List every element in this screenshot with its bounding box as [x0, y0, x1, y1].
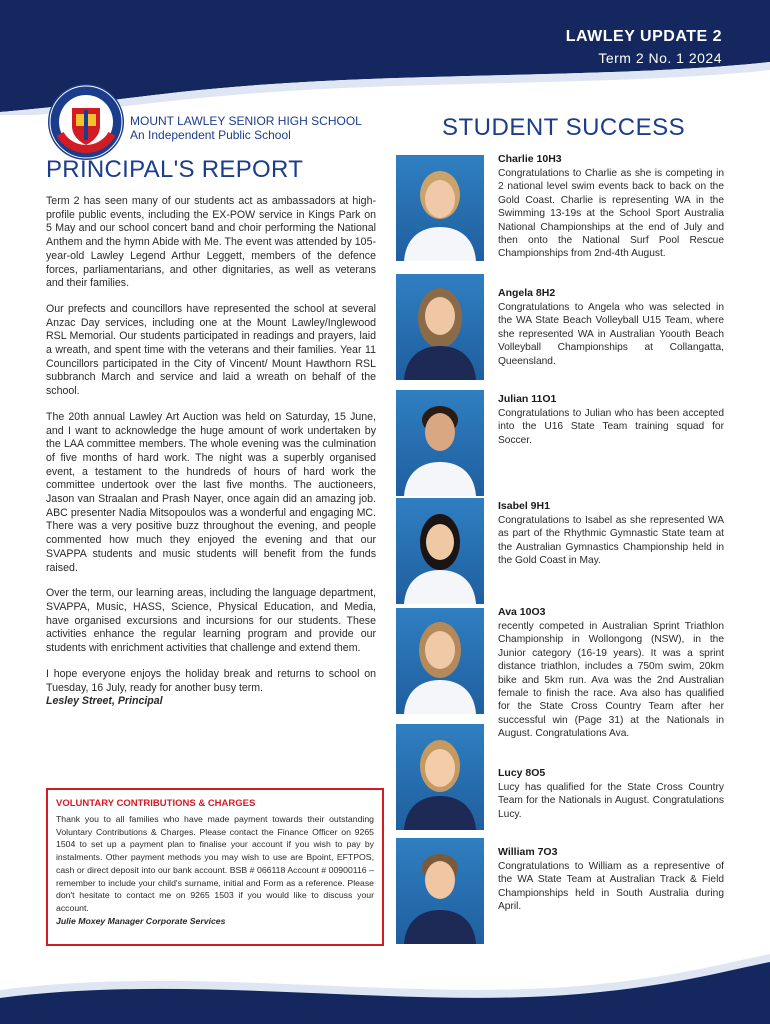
newsletter-title: LAWLEY UPDATE 2 [565, 28, 722, 45]
school-tagline: An Independent Public School [130, 128, 291, 142]
student-photo-charlie [396, 155, 484, 261]
principal-paragraph: Our prefects and councillors have represented the school at several Anzac Day services, including one at the Mount Lawley/Inglewood RSL Memorial. Our students participated in readings and prayers, laid a wreath, and spent time with the veterans and their families. Year 11 Councillors participated in the City of Vincent/ Mount Hawthorn RSL subbranch March and service and laid a wreath on behalf of the school. [46, 302, 376, 398]
student-portrait-icon [396, 498, 484, 604]
student-photo-ava [396, 608, 484, 714]
voluntary-contributions-signature: Julie Moxey Manager Corporate Services [56, 915, 226, 926]
student-photo-isabel [396, 498, 484, 604]
voluntary-contributions-box [46, 788, 384, 946]
school-name: MOUNT LAWLEY SENIOR HIGH SCHOOL [130, 114, 362, 128]
student-text: Congratulations to William as a representive of the WA State Team at Australian Track & Field Championships held in South Australia during April. [498, 861, 724, 913]
principal-report-body [46, 195, 376, 709]
student-name: Charlie 10H3 [498, 153, 562, 165]
student-photo-lucy [396, 724, 484, 830]
student-entry-lucy [498, 767, 724, 821]
principal-paragraph: Over the term, our learning areas, including the language department, SVAPPA, Music, HASS, Science, Physical Education, and Media, have organised excursions and incursions for our students. These activities enhance the regular learning program and provide our students with enrichment activities that challenge and extend them. [46, 587, 376, 655]
student-portrait-icon [396, 838, 484, 944]
student-photo-julian [396, 390, 484, 496]
student-text: recently competed in Australian Sprint Triathlon Championship in Wollongong (NSW), in the Junior category (16-19 years). It was a sprint distance triathlon, includes a 750m swim, 20km bike and 5km run. Ava was the 2nd Australian female to finish the race. Ava also has qualified for the State Cross Country Team after her successful win (Page 31) at the Nationals in August. Congratulations Ava. [498, 621, 724, 740]
principal-paragraph: Term 2 has seen many of our students act as ambassadors at high-profile public events, including the EX-POW service in Kings Park on 5 May and our school concert band and choir performing the National Anthem and the hymn Abide with Me. The event was attended by 105-year-old Lawley Legend Arthur Leggett, members of the defence forces, parliamentarians, and other dignitaries, as well as veterans and their families. [46, 195, 376, 290]
footer-band [0, 934, 770, 1024]
student-entry-charlie [498, 153, 724, 261]
newsletter-issue: Term 2 No. 1 2024 [598, 50, 722, 66]
student-name: Angela 8H2 [498, 287, 556, 299]
student-portrait-icon [396, 390, 484, 496]
student-name: Isabel 9H1 [498, 500, 550, 512]
principal-report-heading: PRINCIPAL'S REPORT [46, 156, 304, 183]
student-name: William 7O3 [498, 846, 558, 858]
student-name: Ava 10O3 [498, 606, 546, 618]
principal-signature: Lesley Street, Principal [46, 695, 163, 708]
student-portrait-icon [396, 274, 484, 380]
student-entry-isabel [498, 500, 724, 568]
voluntary-contributions-title: VOLUNTARY CONTRIBUTIONS & CHARGES [56, 798, 256, 809]
student-text: Congratulations to Julian who has been accepted into the U16 State Team training squad for Soccer. [498, 408, 724, 446]
student-text: Congratulations to Charlie as she is competing in 2 national level swim events back to back on the Gold Coast. Charlie is representing WA in the Swimming 13-19s at the School Sport Australia National Championships at the end of July and then onto the National Surf Pool Rescue Championships from 2nd-4th August. [498, 168, 724, 260]
student-photo-angela [396, 274, 484, 380]
student-portrait-icon [396, 608, 484, 714]
student-text: Lucy has qualified for the State Cross Country Team for the Nationals in August. Congratulations Lucy. [498, 782, 724, 820]
student-entry-william [498, 846, 724, 914]
principal-paragraph: I hope everyone enjoys the holiday break and returns to school on Tuesday, 16 July, ready for another busy term. [46, 667, 376, 694]
student-text: Congratulations to Isabel as she represented WA as part of the Rhythmic Gymnastic State team at the Australian Gymnastics Championship held in the Gold Coast in May. [498, 515, 724, 567]
student-portrait-icon [396, 155, 484, 261]
student-text: Congratulations to Angela who was selected in the WA State Beach Volleyball U15 Team, where she represented WA in Australian Yoouth Beach Volleyball Championships at Collangatta, Queensland. [498, 302, 724, 367]
student-photo-william [396, 838, 484, 944]
student-name: Lucy 8O5 [498, 767, 546, 779]
student-portrait-icon [396, 724, 484, 830]
student-success-heading: STUDENT SUCCESS [442, 114, 686, 141]
voluntary-contributions-text: Thank you to all families who have made payment towards their outstanding Voluntary Contributions & Charges. Please contact the Finance Officer on 9265 1504 to set up a payment plan to finalise your account if you wish to pay by instalments. Other payment methods you may wish to use are Bpoint, EFTPOS, cash or direct deposit into our bank account. BSB # 066118 Account # 00900116 – remember to include your child's surname, initial and Form as a reference. Please don't hesitate to contact me on 9265 1503 if you would like to discuss your account. [56, 814, 374, 913]
student-entry-ava [498, 606, 724, 741]
student-name: Julian 11O1 [498, 393, 557, 405]
student-entry-julian [498, 393, 724, 447]
student-entry-angela [498, 287, 724, 368]
school-crest-icon [46, 82, 126, 162]
principal-paragraph: The 20th annual Lawley Art Auction was held on Saturday, 15 June, and I want to acknowledge the huge amount of work undertaken by the LAA committee members. The whole evening was the culmination of five months of hard work. The night was a superbly organised event, a testament to the hundreds of hours of hard work the committee undertook over the last five months. The auctioneers, Jason van Straalan and Prash Nayer, once again did an amazing job. ABC presenter Nadia Mitsopoulos was a wonderful and engaging MC. There was a very positive buzz throughout the evening, and people commented how much they enjoyed the evening and that our SVAPPA students and music students will benefit from the funds raised. [46, 410, 376, 574]
